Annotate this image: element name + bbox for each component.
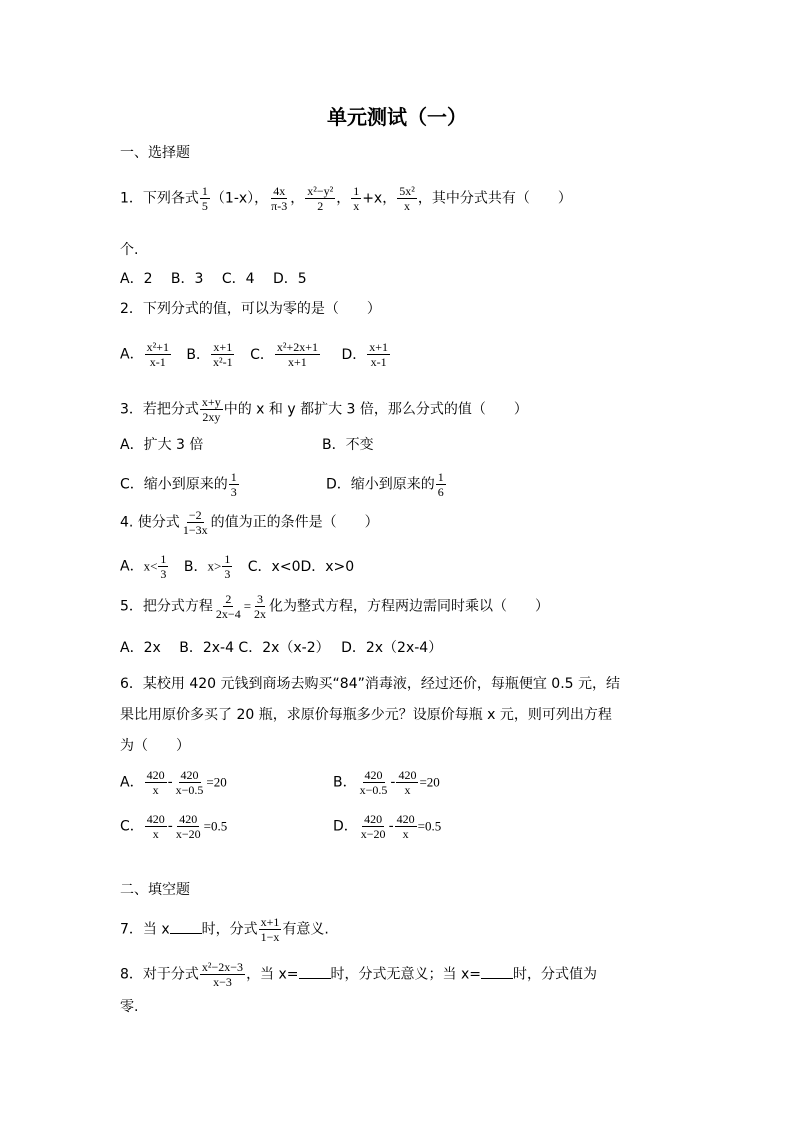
q1-frac-4: $\frac{1}{x}$ xyxy=(353,184,360,213)
q7-prefix: 7．当 x xyxy=(120,921,170,938)
q4-options xyxy=(120,552,354,581)
q5-frac-2: $\frac{3}{2x}$ xyxy=(254,592,267,621)
q6-option-d-frac-2: $\frac{420}{x}$ xyxy=(396,812,415,841)
q3-option-d: D．缩小到原来的 $\frac{1}{6}$ xyxy=(326,470,444,499)
q1-sep: ， xyxy=(336,190,351,207)
q8-mid2: 时，分式无意义；当 x= xyxy=(330,966,481,983)
q1-frac-5: $\frac{\text{5x²}}{x}$ xyxy=(399,184,415,213)
question-6-line-2: 果比用原价多买了 20 瓶，求原价每瓶多少元？设原价每瓶 x 元，则可列出方程 xyxy=(120,707,612,723)
q6-option-a-frac-1: $\frac{420}{x}$ xyxy=(146,768,165,797)
q3-prefix: 3．若把分式 xyxy=(120,401,199,418)
q2-option-a-label: A． xyxy=(120,346,144,363)
question-8 xyxy=(120,960,597,989)
q7-answer-blank[interactable] xyxy=(170,919,202,934)
q7-frac: $\frac{x+1}{1-x}$ xyxy=(260,915,280,944)
q2-option-d-label: D． xyxy=(341,346,367,363)
q8-answer-blank-2[interactable] xyxy=(481,964,513,979)
question-1 xyxy=(120,184,572,213)
q4-option-b-frac: $\frac{1}{3}$ xyxy=(224,552,231,581)
section-choice-heading: 一、选择题 xyxy=(120,145,190,161)
q2-option-c-frac: $\frac{\text{x²+2x+1}}{x+1}$ xyxy=(276,340,318,369)
question-6-line-1: 6．某校用 420 元钱到商场去购买“84”消毒液，经过还价，每瓶便宜 0.5 元，结 xyxy=(120,676,621,692)
q2-option-b-frac: $\frac{x+1}{\text{x²-1}}$ xyxy=(213,340,233,369)
q4-prefix: 4. 使分式 xyxy=(120,514,180,531)
q3-option-c: C．缩小到原来的 $\frac{1}{3}$ xyxy=(120,470,237,499)
q6-option-a-frac-2: $\frac{420}{x-0.5}$ xyxy=(175,768,204,797)
q4-frac: $\frac{-2}{1-3x}$ xyxy=(182,508,208,537)
q4-option-b-label: B． xyxy=(183,558,208,575)
question-6-line-3: 为（ ） xyxy=(120,738,190,754)
q8-mid3: 时，分式值为 xyxy=(513,966,597,983)
q1-tail: ，其中分式共有（ ） xyxy=(417,190,572,207)
q6-option-b-frac-1: $\frac{420}{x-0.5}$ xyxy=(359,768,388,797)
q2-option-c-label: C． xyxy=(250,346,274,363)
q4-option-a-label: A． xyxy=(120,558,144,575)
q1-text: +x， xyxy=(362,190,397,207)
q3-option-d-frac: $\frac{1}{6}$ xyxy=(437,470,444,499)
question-7 xyxy=(120,915,329,944)
q1-prefix: 1．下列各式 xyxy=(120,190,199,207)
q6-option-d: D． $\frac{420}{x-20}$ - $\frac{420}{x}$ =0.5 xyxy=(333,812,442,841)
q4-option-a-expr: x< xyxy=(143,558,158,574)
q6-option-c-frac-1: $\frac{420}{x}$ xyxy=(146,812,165,841)
q6-option-d-frac-1: $\frac{420}{x-20}$ xyxy=(360,812,386,841)
q6-option-a: A． $\frac{420}{x}$ - $\frac{420}{x-0.5}$ =20 xyxy=(120,768,227,797)
q5-tail: 化为整式方程，方程两边需同时乘以（ ） xyxy=(269,598,550,615)
q4-option-cd: C．x<0D．x>0 xyxy=(247,558,355,575)
q2-option-a-frac: $\frac{\text{x²+1}}{x-1}$ xyxy=(146,340,169,369)
q8-continuation: 零. xyxy=(120,999,139,1015)
question-5 xyxy=(120,592,549,621)
q8-answer-blank-1[interactable] xyxy=(299,964,331,979)
q8-mid1: ，当 x= xyxy=(246,966,299,983)
q2-option-b-label: B． xyxy=(186,346,211,363)
q1-sep: ， xyxy=(290,190,305,207)
q7-mid: 时，分式 xyxy=(201,921,258,938)
q5-options: A．2x B．2x-4 C．2x（x-2） D．2x（2x-4） xyxy=(120,640,443,656)
q3-frac: $\frac{x+y}{2xy}$ xyxy=(201,395,221,424)
page-title: 单元测试（一） xyxy=(327,105,467,129)
q1-options: A．2 B．3 C．4 D．5 xyxy=(120,271,307,287)
q4-option-a-frac: $\frac{1}{3}$ xyxy=(160,552,167,581)
q5-equals: = xyxy=(243,598,252,614)
q3-option-b: B．不变 xyxy=(322,437,374,453)
q5-prefix: 5．把分式方程 xyxy=(120,598,213,615)
q6-option-c-frac-2: $\frac{420}{x-20}$ xyxy=(175,812,201,841)
q8-frac: $\frac{\text{x²−2x−3}}{x-3}$ xyxy=(201,960,244,989)
q6-option-c: C． $\frac{420}{x}$ - $\frac{420}{x-20}$ =0.5 xyxy=(120,812,228,841)
q5-frac-1: $\frac{2}{2x-4}$ xyxy=(215,592,241,621)
q7-tail: 有意义. xyxy=(282,921,329,938)
q6-option-b: B． $\frac{420}{x-0.5}$ - $\frac{420}{x}$ =20 xyxy=(333,768,440,797)
section-fill-heading: 二、填空题 xyxy=(120,882,190,898)
q1-text: （1-x）， xyxy=(210,190,269,207)
q4-tail: 的值为正的条件是（ ） xyxy=(210,514,379,531)
question-3 xyxy=(120,395,528,424)
q3-tail: 中的 x 和 y 都扩大 3 倍，那么分式的值（ ） xyxy=(223,401,528,418)
q3-option-a: A．扩大 3 倍 xyxy=(120,437,204,453)
q2-options xyxy=(120,340,391,369)
q2-option-d-frac: $\frac{x+1}{x-1}$ xyxy=(369,340,388,369)
q4-option-b-expr: x> xyxy=(207,558,222,574)
q1-frac-3: $\frac{\text{x²−y²}}{2}$ xyxy=(307,184,334,213)
q1-continuation: 个. xyxy=(120,242,139,258)
q1-frac-2: $\frac{4x}{\pi-3}$ xyxy=(271,184,288,213)
question-2: 2．下列分式的值，可以为零的是（ ） xyxy=(120,301,381,317)
question-4 xyxy=(120,508,379,537)
q8-prefix: 8．对于分式 xyxy=(120,966,199,983)
q3-option-c-frac: $\frac{1}{3}$ xyxy=(230,470,237,499)
q1-frac-1: $\frac{1}{5}$ xyxy=(201,184,208,213)
q6-option-b-frac-2: $\frac{420}{x}$ xyxy=(398,768,417,797)
